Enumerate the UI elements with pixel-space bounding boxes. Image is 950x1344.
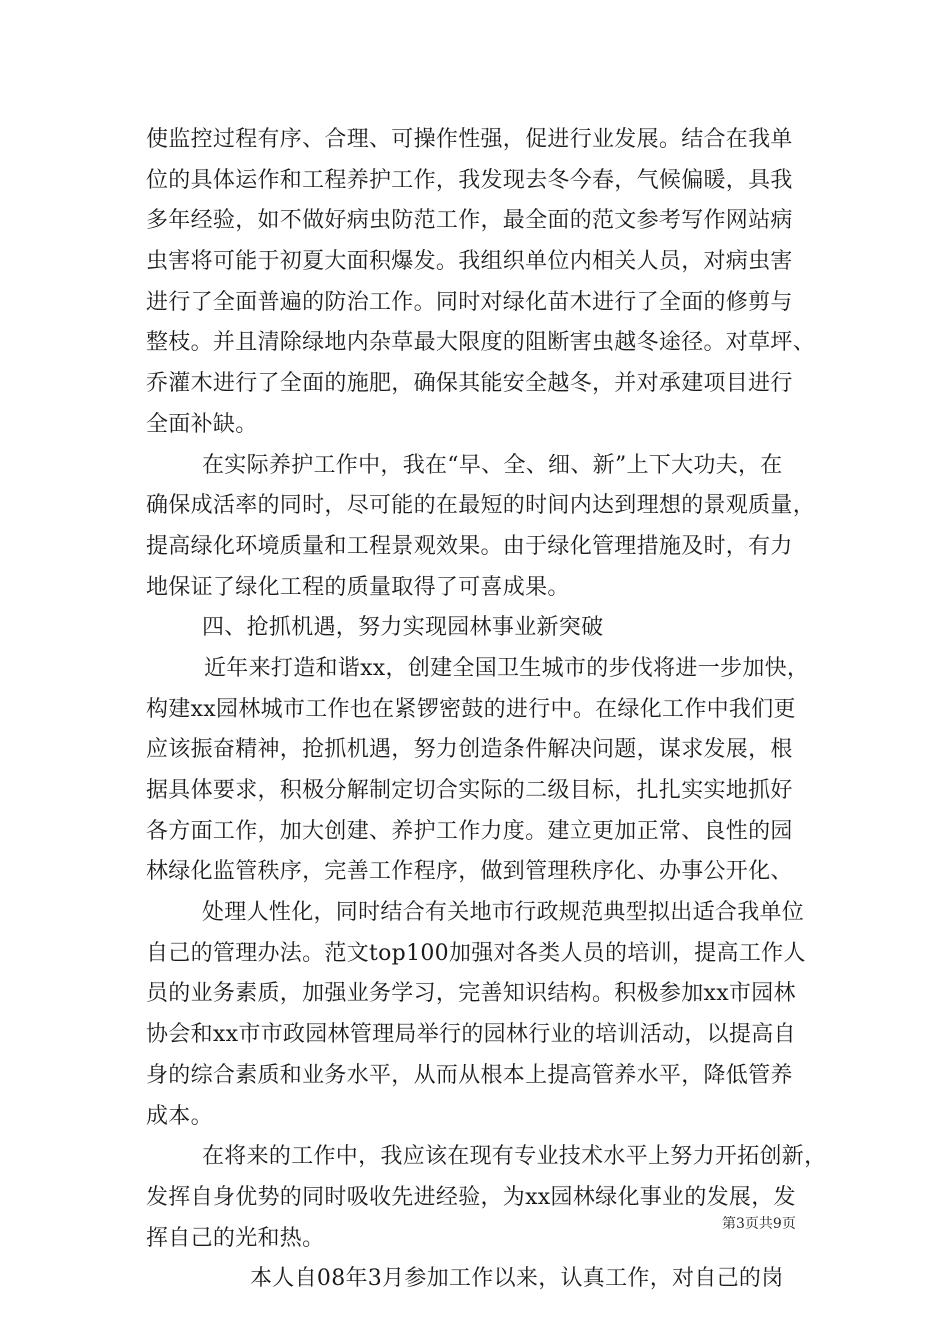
text-line: 虫害将可能于初夏大面积爆发。我组织单位内相关人员，对病虫害: [146, 249, 793, 275]
text-line: 使监控过程有序、合理、可操作性强，促进行业发展。结合在我单: [146, 127, 793, 152]
text-line: 员的业务素质，加强业务学习，完善知识结构。积极参加xx市园林: [146, 981, 796, 1007]
page-number: 第3页共9页: [722, 1216, 796, 1232]
text-line: 在将来的工作中，我应该在现有专业技术水平上努力开拓创新，: [202, 1144, 827, 1170]
text-line: 各方面工作，加大创建、养护工作力度。建立更加正常、良性的园: [146, 818, 793, 844]
text-line: 多年经验，如不做好病虫防范工作，最全面的范文参考写作网站病: [146, 208, 793, 234]
text-line: 协会和xx市市政园林管理局举行的园林行业的培训活动，以提高自: [146, 1022, 796, 1048]
text-line: 应该振奋精神，抢抓机遇，努力创造条件解决问题，谋求发展，根: [146, 737, 793, 763]
text-line: 确保成活率的同时，尽可能的在最短的时间内达到理想的景观质量，: [146, 493, 816, 519]
text-line: 位的具体运作和工程养护工作，我发现去冬今春，气候偏暖，具我: [146, 167, 793, 193]
text-line: 林绿化监管秩序，完善工作程序，做到管理秩序化、办事公开化、: [146, 859, 793, 885]
text-line: 自己的管理办法。范文top100加强对各类人员的培训，提高工作人: [146, 940, 806, 966]
text-line: 地保证了绿化工程的质量取得了可喜成果。: [146, 574, 570, 600]
body-text: [146, 120, 827, 1300]
text-line: 整枝。并且清除绿地内杂草最大限度的阻断害虫越冬途径。对草坪、: [146, 330, 816, 356]
text-line: 在实际养护工作中，我在“早、全、细、新”上下大功夫，在: [202, 452, 783, 478]
text-line: 身的综合素质和业务水平，从而从根本上提高管养水平，降低管养: [146, 1062, 793, 1088]
text-line: 进行了全面普遍的防治工作。同时对绿化苗木进行了全面的修剪与: [146, 289, 793, 315]
text-line: 全面补缺。: [146, 411, 258, 437]
text-line: 乔灌木进行了全面的施肥，确保其能安全越冬，并对承建项目进行: [146, 371, 793, 397]
text-line: 发挥自身优势的同时吸收先进经验，为xx园林绿化事业的发展，发: [146, 1184, 796, 1210]
text-line: 构建xx园林城市工作也在紧锣密鼓的进行中。在绿化工作中我们更: [146, 696, 796, 722]
section-heading: 四、抢抓机遇，努力实现园林事业新突破: [202, 615, 604, 641]
text-line: 处理人性化，同时结合有关地市行政规范典型拟出适合我单位: [202, 900, 805, 926]
text-line: 近年来打造和谐xx，创建全国卫生城市的步伐将进一步加快，: [204, 655, 810, 681]
text-line: 据具体要求，积极分解制定切合实际的二级目标，扎扎实实地抓好: [146, 778, 793, 803]
text-line: 提高绿化环境质量和工程景观效果。由于绿化管理措施及时，有力: [146, 533, 793, 559]
text-line: 本人自08年3月参加工作以来，认真工作，对自己的岗: [250, 1266, 784, 1292]
text-line: 成本。: [146, 1103, 213, 1129]
text-line: 挥自己的光和热。: [146, 1225, 325, 1251]
